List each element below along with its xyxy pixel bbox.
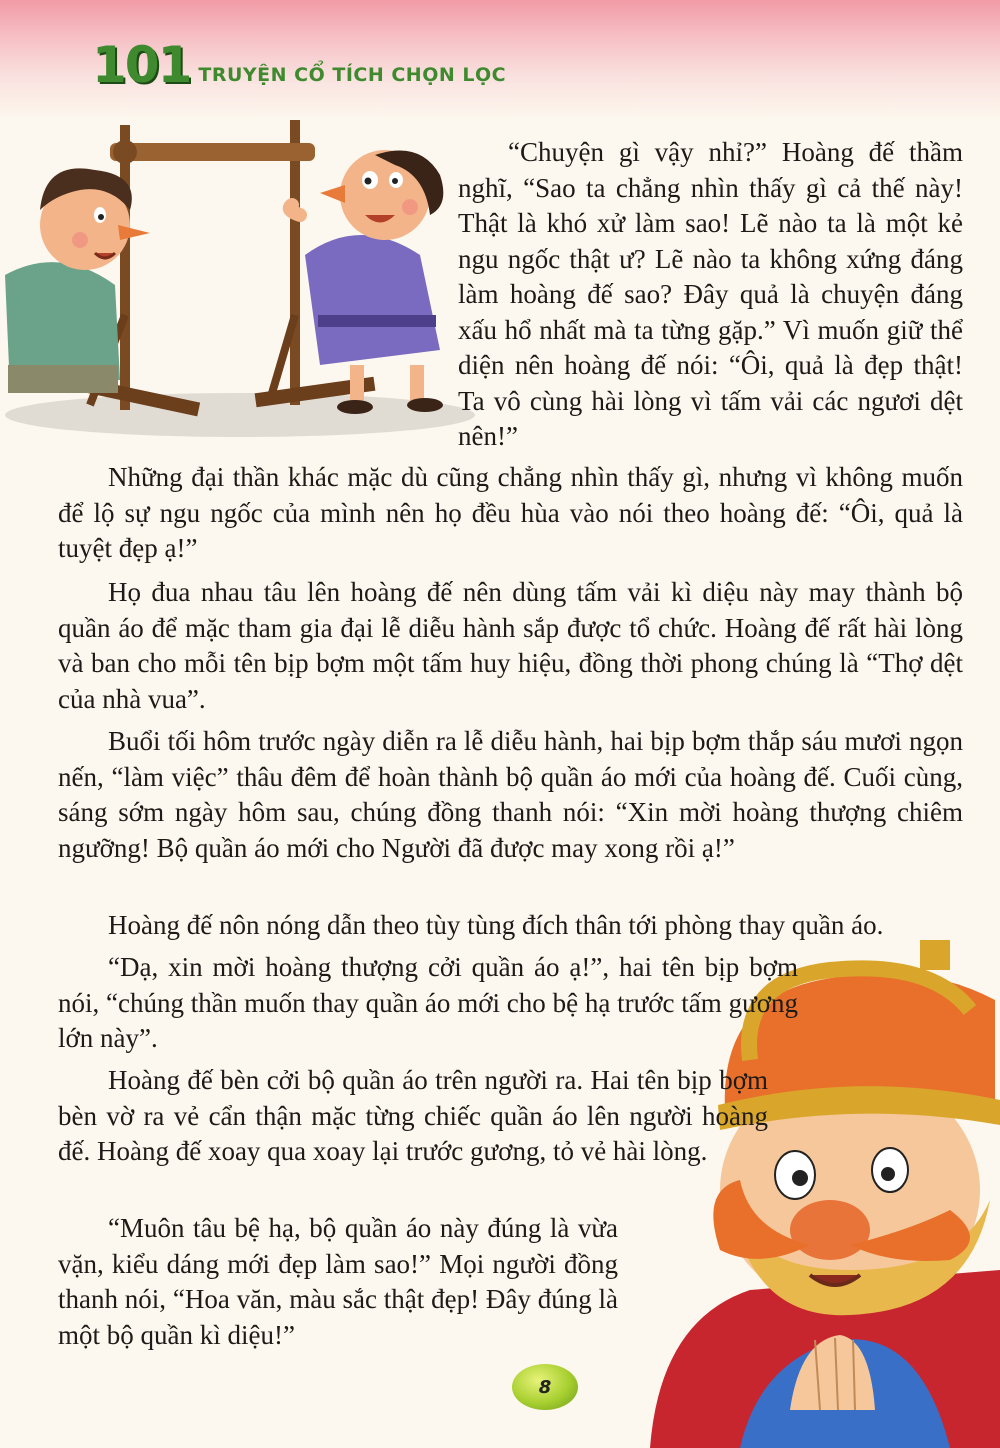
paragraph-8: “Muôn tâu bệ hạ, bộ quần áo này đúng là vừa vặn, kiểu dáng mới đẹp làm sao!” Mọi người đồng thanh nói, “Hoa văn, màu sắc thật đẹp! Đây đúng là một bộ quần kì diệu!”	[58, 1213, 618, 1350]
book-series-title	[92, 36, 507, 94]
paragraph-5: Hoàng đế nôn nóng dẫn theo tùy tùng đích thân tới phòng thay quần áo.	[108, 910, 884, 940]
paragraph-7: Hoàng đế bèn cởi bộ quần áo trên người ra. Hai tên bịp bợm bèn vờ ra vẻ cẩn thận mặc từng chiếc quần áo lên người hoàng đế. Hoàng đế xoay qua xoay lại trước gương, tỏ vẻ hài lòng.	[58, 1065, 768, 1166]
series-title: TRUYỆN CỔ TÍCH CHỌN LỌC	[198, 64, 507, 86]
paragraph-3: Họ đua nhau tâu lên hoàng đế nên dùng tấm vải kì diệu này may thành bộ quần áo để mặc tham gia đại lễ diễu hành sắp được tổ chức. Hoàng đế rất hài lòng và ban cho mỗi tên bịp bợm một tấm huy hiệu, đồng thời phong chúng là “Thợ dệt của nhà vua”.	[58, 577, 963, 714]
paragraph-1: “Chuyện gì vậy nhỉ?” Hoàng đế thầm nghĩ, “Sao ta chẳng nhìn thấy gì cả thế này! Thật là khó xử làm sao! Lẽ nào ta là một kẻ ngu ngốc thật ư? Lẽ nào ta không xứng đáng làm hoàng đế sao? Đây quả là chuyện đáng xấu hổ nhất mà ta từng gặp.” Vì muốn giữ thể diện nên hoàng đế nói: “Ôi, quả là đẹp thật! Ta vô cùng hài lòng vì tấm vải các ngươi dệt nên!”	[458, 137, 963, 451]
weavers-loom-illustration	[0, 115, 485, 445]
paragraph-6: “Dạ, xin mời hoàng thượng cởi quần áo ạ!”, hai tên bịp bợm nói, “chúng thần muốn thay quần áo mới cho bệ hạ trước tấm gương lớn này”.	[58, 952, 798, 1053]
paragraph-4: Buổi tối hôm trước ngày diễn ra lễ diễu hành, hai bịp bợm thắp sáu mươi ngọn nến, “làm việc” thâu đêm để hoàn thành bộ quần áo mới của hoàng đế. Cuối cùng, sáng sớm ngày hôm sau, chúng đồng thanh nói: “Xin mời hoàng thượng chiêm ngưỡng! Bộ quần áo mới cho Người đã được may xong rồi ạ!”	[58, 726, 963, 863]
series-number: 101	[92, 36, 191, 94]
page-number: 8	[538, 1376, 552, 1398]
page-number-badge	[512, 1364, 578, 1410]
paragraph-2: Những đại thần khác mặc dù cũng chẳng nhìn thấy gì, nhưng vì không muốn để lộ sự ngu ngốc của mình nên họ đều hùa vào nói theo hoàng đế: “Ôi, quả là tuyệt đẹp ạ!”	[58, 462, 963, 563]
